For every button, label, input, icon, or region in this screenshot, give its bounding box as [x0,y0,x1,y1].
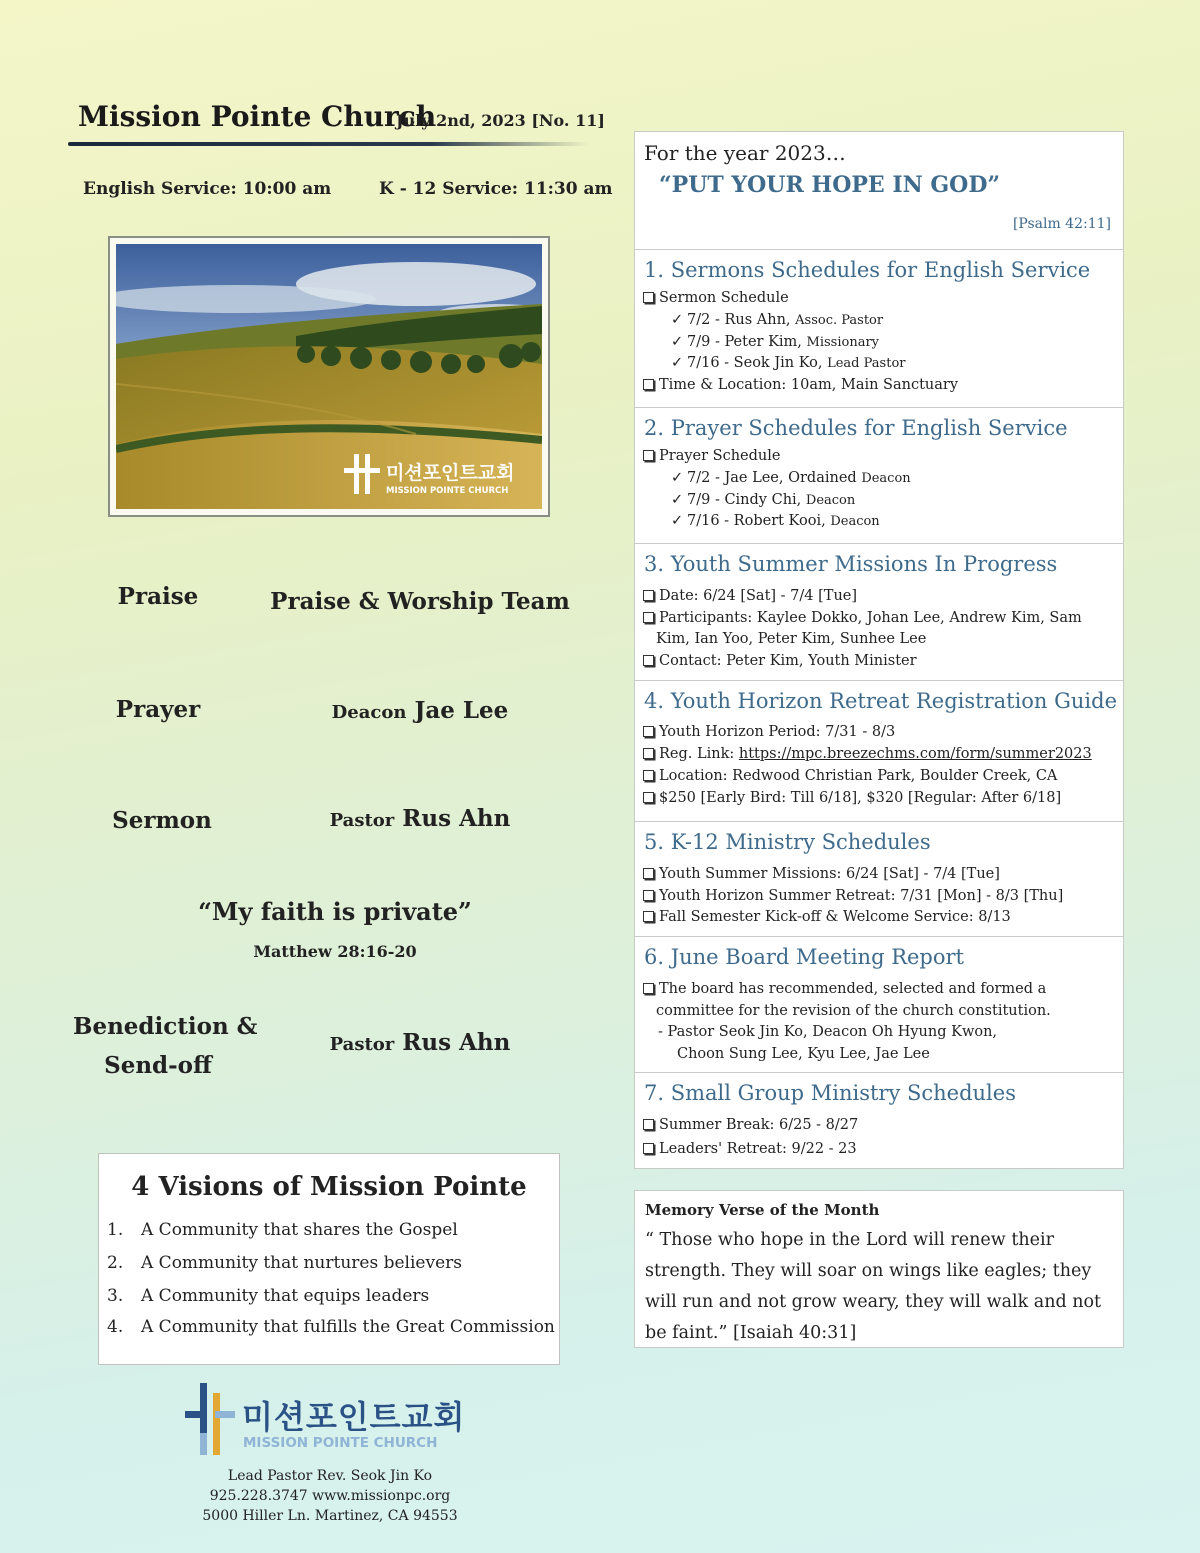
list-item: Fall Semester Kick-off & Welcome Service: 8/13 [643,909,1011,925]
checkbox-icon [643,726,654,737]
list-item: Youth Summer Missions: 6/24 [Sat] - 7/4 [Tue] [643,866,1000,882]
list-item: Summer Break: 6/25 - 8/27 [643,1117,858,1133]
vision-item [107,1220,458,1240]
english-service-time: English Service: 10:00 am [83,179,332,199]
vision-item [107,1286,429,1306]
section-title: 7. Small Group Ministry Schedules [644,1081,1016,1105]
sermon-preacher-name: Rus Ahn [402,805,511,832]
vision-item [107,1317,555,1337]
photo-logo-en: MISSION POINTE CHURCH [386,486,509,496]
benediction-leader-title: Pastor [329,1034,395,1055]
check-icon: ✓ [671,355,684,371]
lead-pastor: Lead Pastor Rev. Seok Jin Ko [227,1468,433,1484]
list-item: Youth Horizon Summer Retreat: 7/31 [Mon] - 8/3 [Thu] [643,888,1063,904]
checkbox-icon [643,792,654,803]
footer-logo-english: MISSION POINTE CHURCH [243,1435,438,1451]
vision-number: 2. [107,1253,124,1273]
check-icon: ✓ [671,492,684,508]
checkbox-icon [643,379,654,390]
benediction-role-line2: Send-off [104,1052,212,1079]
section-retreat-registration [635,680,1123,821]
list-item: Leaders' Retreat: 9/22 - 23 [643,1141,857,1157]
list-item: Reg. Link: https://mpc.breezechms.com/form/summer2023 [643,746,1092,762]
memory-verse-box [634,1190,1124,1348]
list-item: ✓ 7/9 - Peter Kim, Missionary [671,334,880,350]
section-k12-schedules [635,821,1123,936]
prayer-leader [270,697,570,724]
checkbox-icon [643,450,654,461]
checkbox-icon [643,890,654,901]
church-logo-icon [183,1383,239,1459]
checkbox-icon [643,612,654,623]
visions-box [98,1153,560,1365]
checkbox-icon [643,1143,654,1154]
prayer-leader-name: Jae Lee [414,697,509,724]
list-item-continued: Kim, Ian Yoo, Peter Kim, Sunhee Lee [656,631,927,647]
sermon-preacher-title: Pastor [329,810,395,831]
k12-service-time: K - 12 Service: 11:30 am [379,179,613,199]
theme-scripture: [Psalm 42:11] [1012,216,1111,232]
list-item: Location: Redwood Christian Park, Boulder Creek, CA [643,768,1057,784]
section-youth-missions [635,543,1123,680]
list-item: Sermon Schedule [643,290,789,306]
prayer-leader-title: Deacon [331,702,407,723]
list-item-sub: - Pastor Seok Jin Ko, Deacon Oh Hyung Kwon, [658,1024,998,1040]
check-icon: ✓ [671,334,684,350]
list-item: $250 [Early Bird: Till 6/18], $320 [Regular: After 6/18] [643,790,1061,806]
list-item: Date: 6/24 [Sat] - 7/4 [Tue] [643,588,857,604]
list-item: Youth Horizon Period: 7/31 - 8/3 [643,724,895,740]
announcements-panel [634,131,1124,1169]
memory-verse-title: Memory Verse of the Month [645,1201,880,1219]
benediction-leader [270,1029,570,1056]
vision-text: A Community that shares the Gospel [141,1220,458,1240]
section-title: 6. June Board Meeting Report [644,945,964,969]
checkbox-icon [643,1119,654,1130]
list-item: ✓ 7/16 - Robert Kooi, Deacon [671,513,880,529]
visions-title: 4 Visions of Mission Pointe [131,1172,527,1202]
sermon-title: “My faith is private” [198,897,472,926]
checkbox-icon [643,590,654,601]
benediction-leader-name: Rus Ahn [402,1029,511,1056]
checkbox-icon [643,983,654,994]
section-small-group [635,1072,1123,1169]
section-title: 2. Prayer Schedules for English Service [644,416,1068,440]
vision-text: A Community that equips leaders [141,1286,430,1306]
church-name: Mission Pointe Church [78,100,437,133]
vision-text: A Community that nurtures believers [141,1253,462,1273]
benediction-role-line1: Benediction & [73,1013,258,1040]
photo-logo-ko: 미션포인트교회 [386,462,515,484]
sermon-preacher [270,805,570,832]
list-item: Prayer Schedule [643,448,780,464]
bulletin-date: July 2nd, 2023 [No. 11] [396,111,605,130]
check-icon: ✓ [671,312,684,328]
list-item: ✓ 7/16 - Seok Jin Ko, Lead Pastor [671,355,906,371]
check-icon: ✓ [671,513,684,529]
section-title: 4. Youth Horizon Retreat Registration Guide [644,689,1118,713]
checkbox-icon [643,292,654,303]
list-item: Time & Location: 10am, Main Sanctuary [643,377,958,393]
memory-verse-text: “ Those who hope in the Lord will renew their strength. They will soar on wings like eagles; they will run and not grow weary, they will walk and not be faint.” [Isaiah 40:31] [645,1230,1102,1343]
check-icon: ✓ [671,470,684,486]
contact-phone-web: 925.228.3747 www.missionpc.org [209,1488,451,1504]
sermon-role: Sermon [112,807,212,834]
checkbox-icon [643,868,654,879]
checkbox-icon [643,911,654,922]
header-divider [68,142,588,146]
footer-logo-korean: 미션포인트교회 [242,1398,466,1436]
theme-year: For the year 2023… [644,141,846,165]
sermon-scripture: Matthew 28:16-20 [253,942,417,961]
vision-item [107,1253,462,1273]
section-title: 5. K-12 Ministry Schedules [644,830,931,854]
list-item: ✓ 7/2 - Rus Ahn, Assoc. Pastor [671,312,884,328]
list-item: The board has recommended, selected and formed a [643,981,1046,997]
list-item-sub-continued: Choon Sung Lee, Kyu Lee, Jae Lee [677,1046,930,1062]
list-item: ✓ 7/9 - Cindy Chi, Deacon [671,492,856,508]
landscape-photo [108,236,550,517]
list-item: Participants: Kaylee Dokko, Johan Lee, Andrew Kim, Sam [643,610,1082,626]
list-item-continued: committee for the revision of the church constitution. [656,1003,1051,1019]
section-prayer [635,407,1123,543]
church-address: 5000 Hiller Ln. Martinez, CA 94553 [202,1508,458,1524]
vision-number: 1. [107,1220,124,1240]
checkbox-icon [643,770,654,781]
section-title: 1. Sermons Schedules for English Service [644,258,1091,282]
section-board-report [635,936,1123,1072]
praise-role: Praise [117,583,199,610]
vision-text: A Community that fulfills the Great Commission [141,1317,555,1337]
section-sermons [635,249,1123,407]
checkbox-icon [643,655,654,666]
checkbox-icon [643,748,654,759]
vision-number: 3. [107,1286,124,1306]
vision-number: 4. [107,1317,124,1337]
list-item: ✓ 7/2 - Jae Lee, Ordained Deacon [671,470,911,486]
section-title: 3. Youth Summer Missions In Progress [644,552,1058,576]
list-item: Contact: Peter Kim, Youth Minister [643,653,917,669]
praise-leader: Praise & Worship Team [270,588,570,615]
prayer-role: Prayer [115,696,201,723]
registration-link[interactable]: https://mpc.breezechms.com/form/summer2023 [738,746,1092,762]
theme-motto: “PUT YOUR HOPE IN GOD” [659,172,1001,198]
